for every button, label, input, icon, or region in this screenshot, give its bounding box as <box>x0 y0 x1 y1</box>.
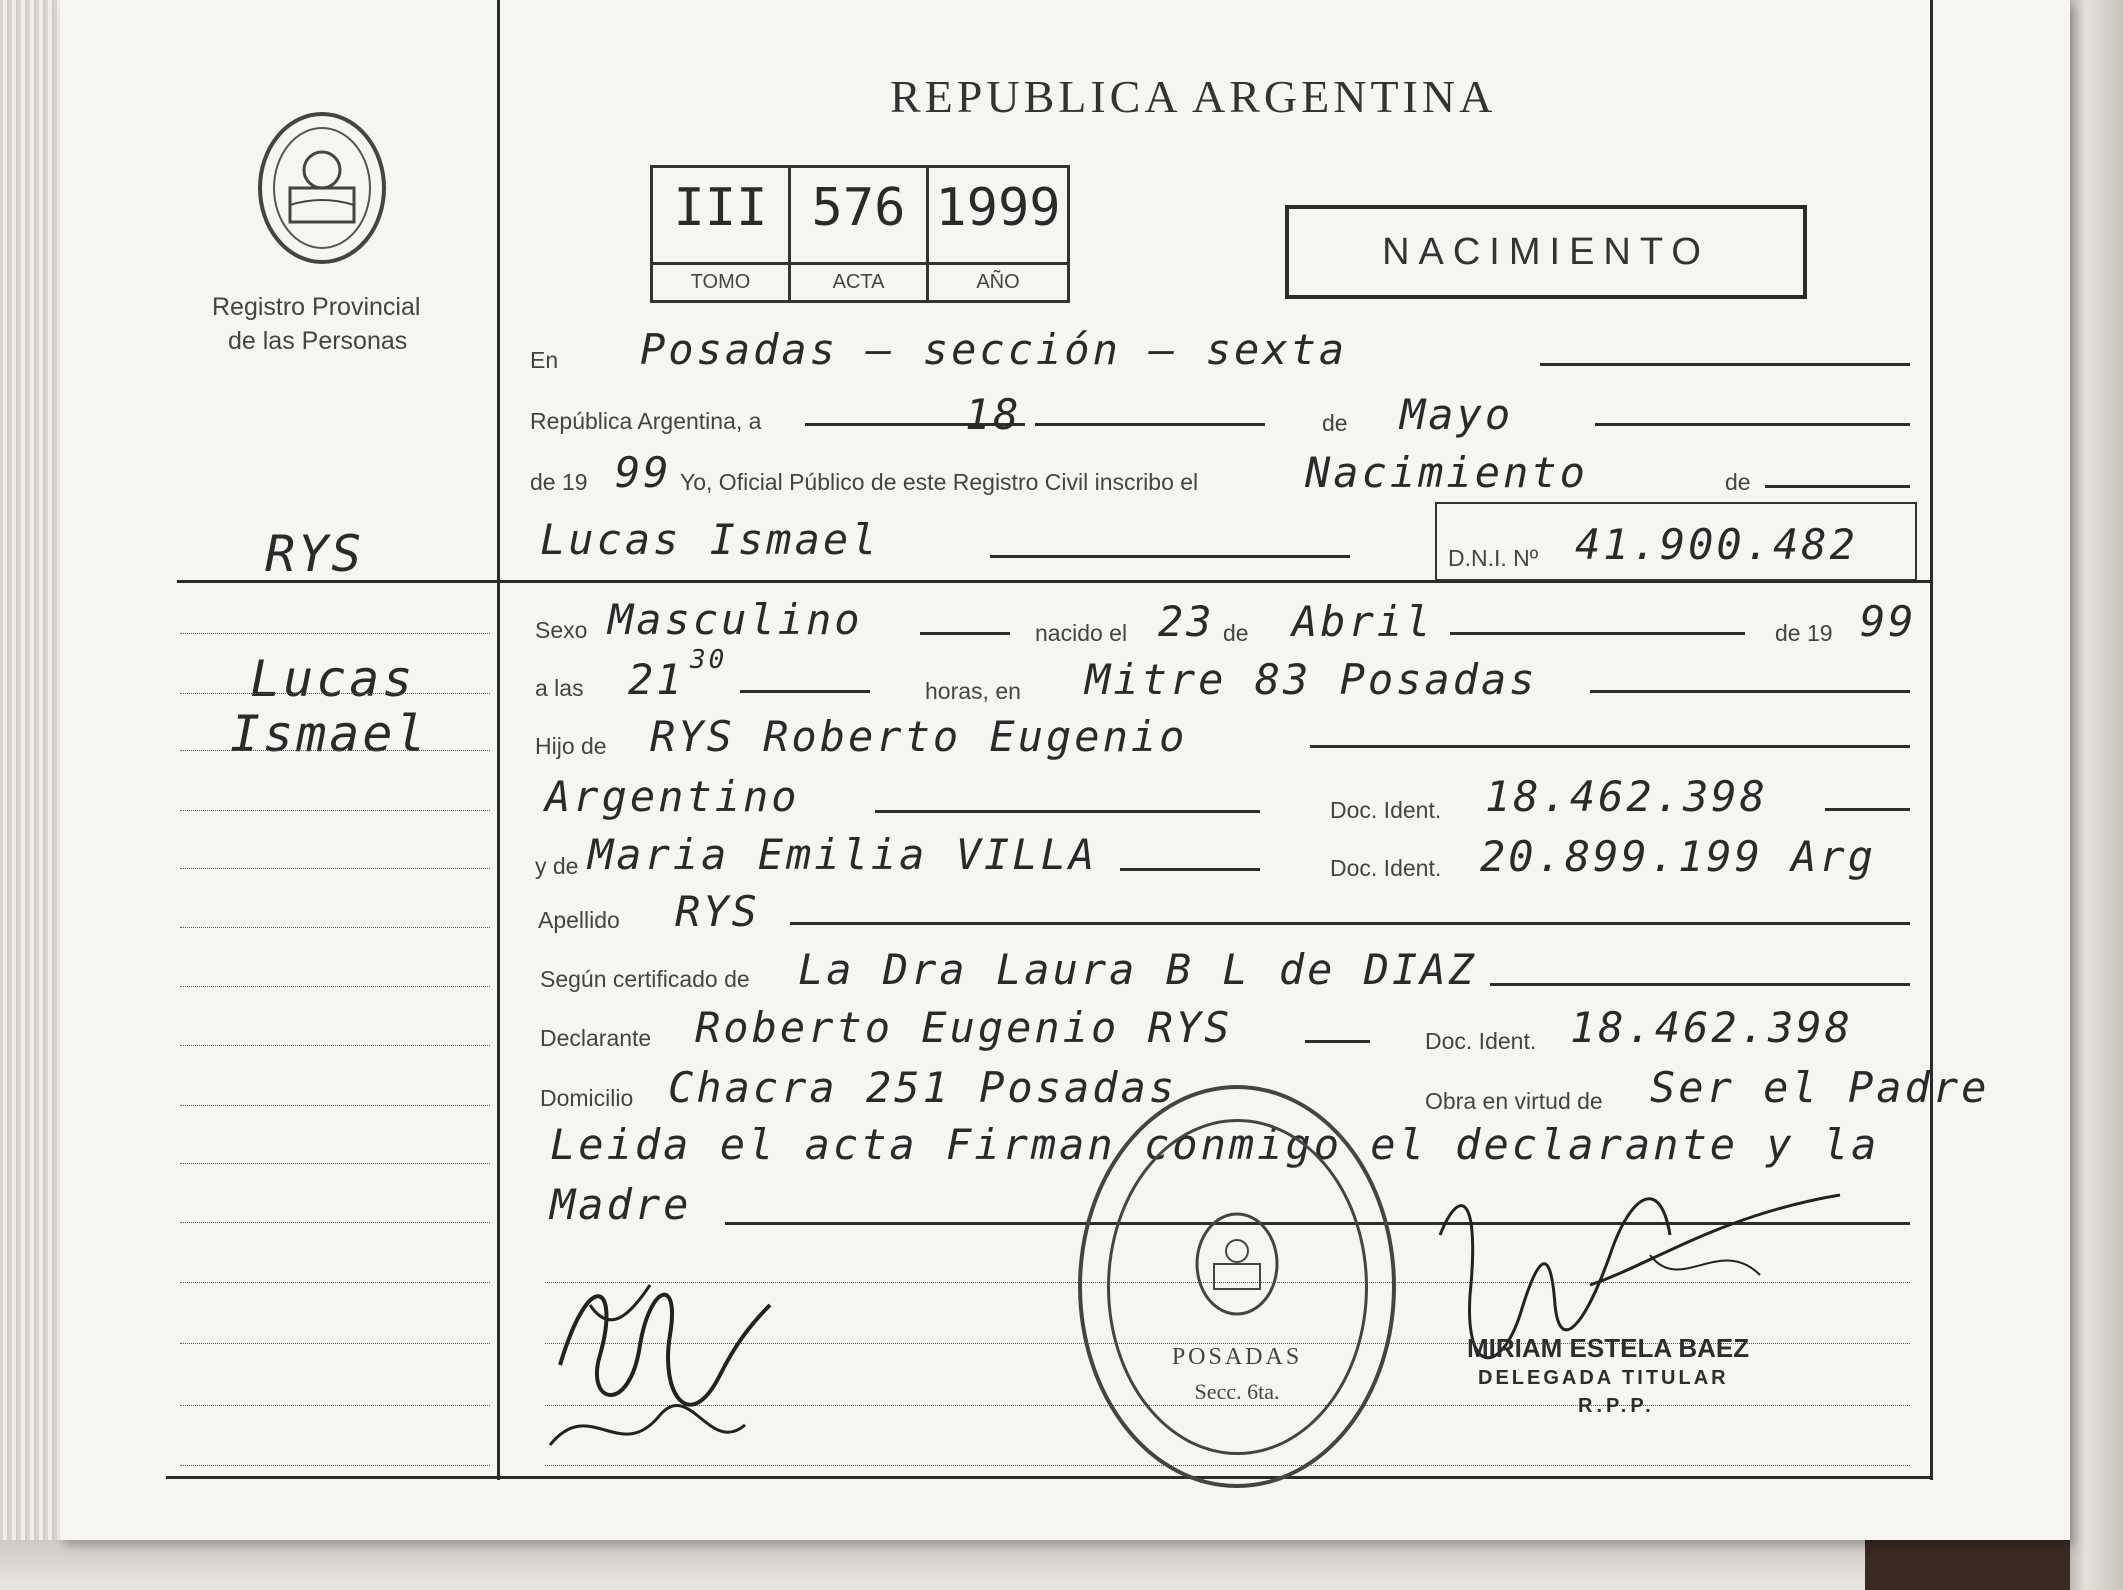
margin-line <box>180 1282 490 1283</box>
tomo-label: TOMO <box>653 262 788 300</box>
hijo-label: Hijo de <box>535 733 607 759</box>
yde-label: y de <box>535 853 579 879</box>
tomo-cell <box>653 168 791 300</box>
province-seal-icon <box>250 100 395 270</box>
stamp-city: POSADAS <box>1171 1344 1303 1370</box>
registry-name-line2: de las Personas <box>228 327 408 355</box>
fill-line <box>920 632 1010 635</box>
birth-day: 23 <box>1158 597 1215 646</box>
official-name: MIRIAM ESTELA BAEZ <box>1467 1333 1750 1363</box>
anio-label: AÑO <box>929 262 1067 300</box>
sexo-value: Masculino <box>608 595 863 644</box>
place-value: Mitre 83 Posadas <box>1085 655 1538 704</box>
nacido-label: nacido el <box>1035 620 1128 646</box>
margin-line <box>180 1405 490 1406</box>
en-value: Posadas — sección — sexta <box>640 325 1348 374</box>
doc3-label: Doc. Ident. <box>1425 1028 1537 1054</box>
birth-month: Abril <box>1292 597 1434 646</box>
margin-line <box>180 1222 490 1223</box>
registry-stamp <box>1078 1085 1396 1488</box>
acta-label: ACTA <box>791 262 926 300</box>
apellido-label: Apellido <box>538 907 620 933</box>
horas-label: horas, en <box>925 678 1021 704</box>
margin-line <box>180 868 490 869</box>
doc-label: Doc. Ident. <box>1330 797 1442 823</box>
act-type-box: NACIMIENTO <box>1285 205 1807 299</box>
de2-label: de <box>1725 469 1751 495</box>
de-label: de <box>1322 410 1348 436</box>
fill-line <box>1595 423 1910 426</box>
father-value: RYS Roberto Eugenio <box>650 712 1188 761</box>
margin-line <box>180 810 490 811</box>
fill-line <box>1540 363 1910 366</box>
certificado-value: La Dra Laura B L de DIAZ <box>798 945 1477 994</box>
father-nationality: Argentino <box>545 772 800 821</box>
obra-value: Ser el Padre <box>1650 1063 1990 1112</box>
margin-given-name-1: Lucas <box>250 650 416 708</box>
republica-label: República Argentina, a <box>530 408 762 434</box>
official-title: DELEGADA TITULAR <box>1478 1367 1729 1389</box>
margin-line <box>180 1045 490 1046</box>
acta-cell <box>791 168 929 300</box>
fill-line <box>875 810 1260 813</box>
anio-value: 1999 <box>935 178 1061 238</box>
left-column-divider <box>497 0 500 1480</box>
bottom-frame-line <box>166 1476 1933 1479</box>
doc2-label: Doc. Ident. <box>1330 855 1442 881</box>
mother-value: Maria Emilia VILLA <box>588 830 1098 879</box>
month-value: Mayo <box>1400 390 1514 439</box>
obra-label: Obra en virtud de <box>1425 1088 1603 1114</box>
closing-line-2: Madre <box>550 1180 692 1229</box>
certificate-page <box>60 0 2070 1540</box>
sexo-label: Sexo <box>535 617 588 643</box>
stamp-seal-icon <box>1192 1209 1282 1319</box>
fill-line <box>1305 1040 1370 1043</box>
de19b-label: de 19 <box>1775 620 1833 646</box>
page-bottom-edge <box>0 1540 2123 1590</box>
margin-line <box>180 1163 490 1164</box>
declarante-value: Roberto Eugenio RYS <box>695 1003 1233 1052</box>
closing-line-1: Leida el acta Firman conmigo el declarante y la <box>550 1120 1880 1169</box>
book-right-edge <box>2070 0 2123 1590</box>
country-title: REPUBLICA ARGENTINA <box>890 71 1497 122</box>
margin-line <box>180 927 490 928</box>
birth-year: 99 <box>1860 597 1917 646</box>
apellido-value: RYS <box>675 887 760 936</box>
fill-line <box>1450 632 1745 635</box>
fill-line <box>1120 868 1260 871</box>
oficial-text: Yo, Oficial Público de este Registro Civil inscribo el <box>680 469 1199 495</box>
official-org: R.P.P. <box>1578 1395 1655 1417</box>
margin-line <box>180 1343 490 1344</box>
margin-line <box>180 633 490 634</box>
margin-line <box>180 986 490 987</box>
certificado-label: Según certificado de <box>540 966 750 992</box>
minute-value: 30 <box>690 645 728 675</box>
year-value: 99 <box>615 448 672 497</box>
day-value: 18 <box>965 390 1022 439</box>
fill-line <box>1490 983 1910 986</box>
reference-box <box>650 165 1070 303</box>
margin-line <box>180 1105 490 1106</box>
acta-value: 576 <box>811 178 906 238</box>
alas-label: a las <box>535 675 584 701</box>
dni-value: 41.900.482 <box>1575 520 1858 569</box>
margin-line <box>180 750 490 751</box>
declarant-signature-icon <box>530 1245 780 1475</box>
anio-cell <box>929 168 1067 300</box>
margin-line <box>180 1465 490 1466</box>
fill-line <box>1310 745 1910 748</box>
domicilio-value: Chacra 251 Posadas <box>668 1063 1178 1112</box>
fill-line <box>990 555 1350 558</box>
father-doc-value: 18.462.398 <box>1485 772 1768 821</box>
inscribe-value: Nacimiento <box>1305 448 1588 497</box>
margin-given-name-2: Ismael <box>230 705 429 763</box>
mother-doc-value: 20.899.199 Arg <box>1480 832 1877 881</box>
domicilio-label: Domicilio <box>540 1085 634 1111</box>
tomo-value: III <box>673 178 768 238</box>
fill-line <box>740 690 870 693</box>
fill-line <box>1825 808 1910 811</box>
dni-label: D.N.I. Nº <box>1448 545 1539 571</box>
fill-line <box>1035 423 1265 426</box>
de3-label: de <box>1223 620 1249 646</box>
de19-label: de 19 <box>530 469 588 495</box>
stamp-section: Secc. 6ta. <box>1194 1379 1280 1404</box>
en-label: En <box>530 347 559 373</box>
registry-name-line1: Registro Provincial <box>212 293 421 321</box>
fill-line <box>1590 690 1910 693</box>
margin-surname: RYS <box>265 525 365 583</box>
right-frame-line <box>1930 0 1933 1480</box>
declarante-doc-value: 18.462.398 <box>1570 1003 1853 1052</box>
fill-line <box>790 922 1910 925</box>
hour-value: 21 <box>628 655 685 704</box>
margin-line <box>180 693 490 694</box>
name-value: Lucas Ismael <box>540 515 880 564</box>
declarante-label: Declarante <box>540 1025 652 1051</box>
fill-line <box>1765 485 1910 488</box>
